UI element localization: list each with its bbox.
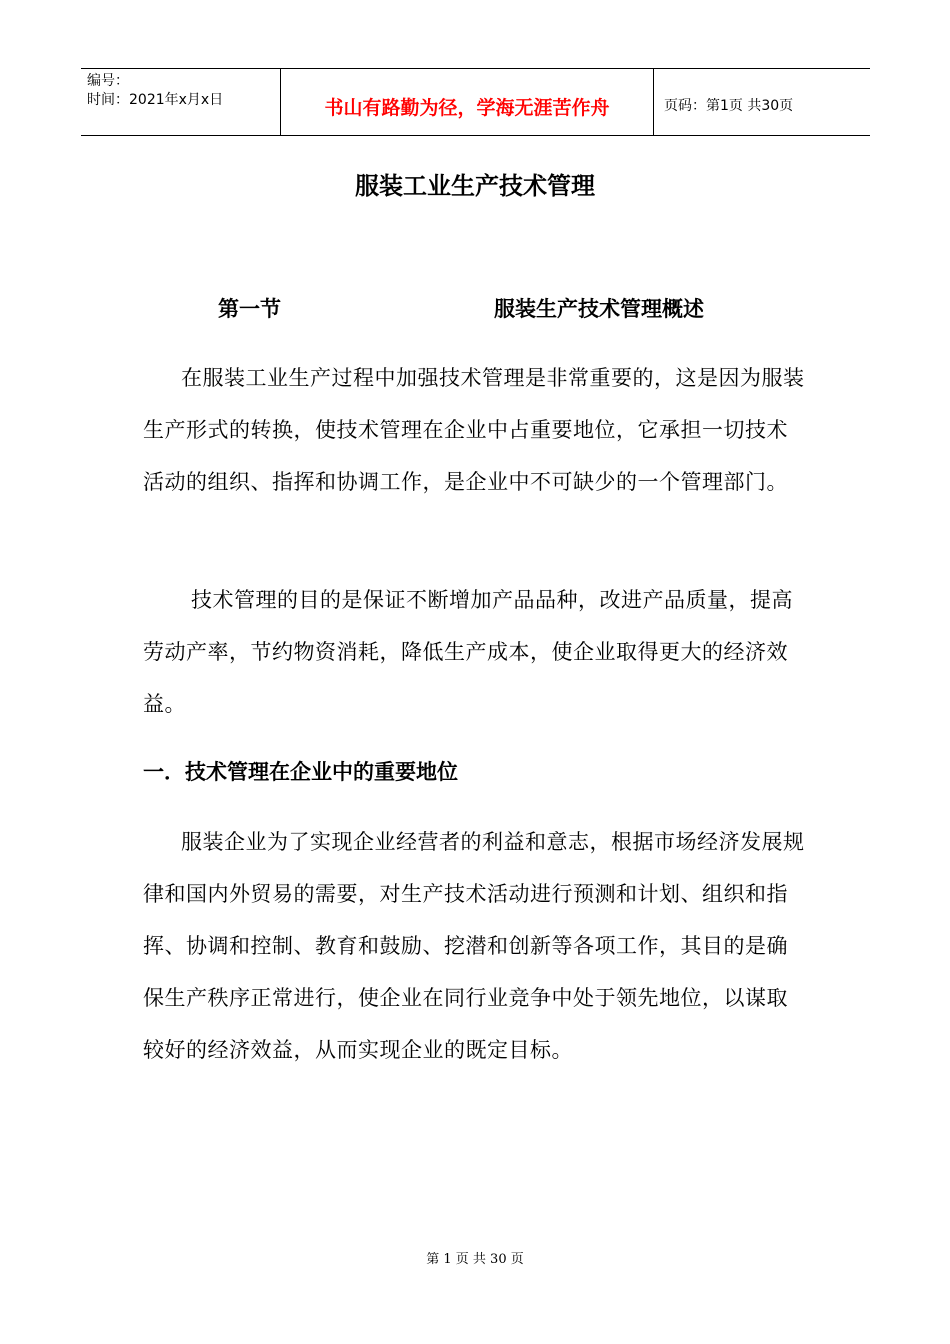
header-motto: 书山有路勤为径，学海无涯苦作舟	[281, 69, 654, 135]
section-title: 服装生产技术管理概述	[494, 297, 704, 321]
page-footer: 第 1 页 共 30 页	[426, 1252, 524, 1267]
time-label: 时间：2021年x月x日	[87, 92, 224, 108]
header-meta-cell	[81, 69, 281, 135]
paragraph-1: 在服装工业生产过程中加强技术管理是非常重要的，这是因为服装生产形式的转换，使技术管理在企业中占重要地位，它承担一切技术活动的组织、指挥和协调工作，是企业中不可缺少的一个管理部门。	[143, 366, 805, 494]
document-title: 服装工业生产技术管理	[355, 172, 595, 200]
subheading-1: 一．技术管理在企业中的重要地位	[143, 760, 458, 784]
serial-label: 编号：	[87, 73, 129, 89]
section-number: 第一节	[218, 297, 281, 321]
paragraph-2: 技术管理的目的是保证不断增加产品品种，改进产品质量，提高劳动产率，节约物资消耗，降低生产成本，使企业取得更大的经济效益。	[143, 588, 793, 716]
paragraph-3: 服装企业为了实现企业经营者的利益和意志，根据市场经济发展规律和国内外贸易的需要，对生产技术活动进行预测和计划、组织和指挥、协调和控制、教育和鼓励、挖潜和创新等各项工作，其目的是确保生产秩序正常进行，使企业在同行业竞争中处于领先地位，以谋取较好的经济效益，从而实现企业的既定目标。	[143, 830, 805, 1062]
header-page-info: 页码：第1页 共30页	[664, 98, 794, 114]
document-header	[81, 68, 870, 136]
